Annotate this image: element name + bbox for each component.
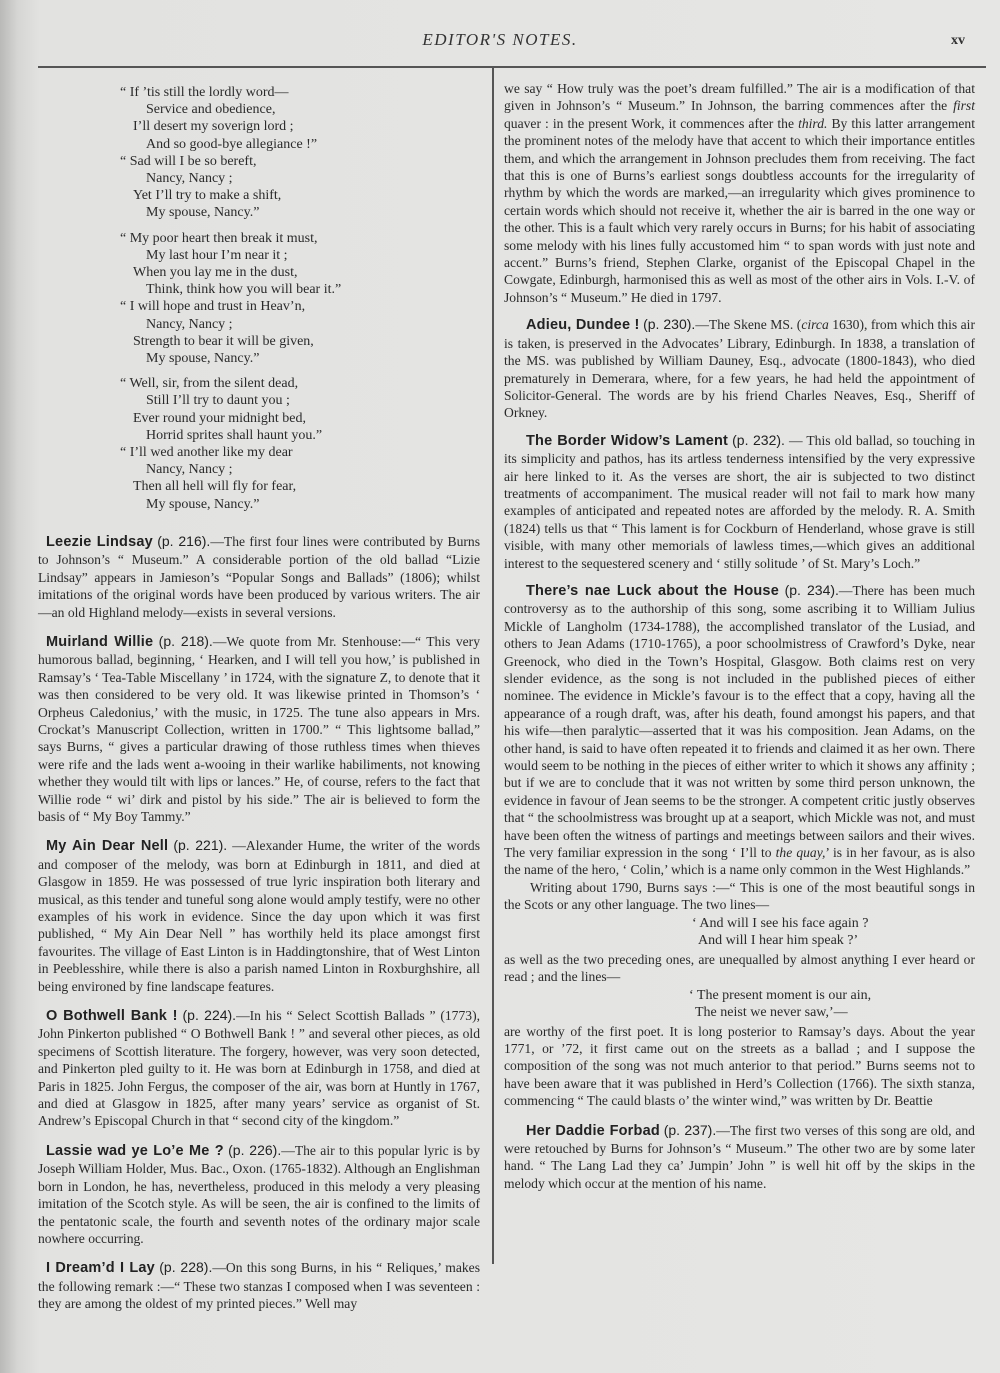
- note-page-ref: (p. 232).: [732, 431, 785, 448]
- poem-line: “ If ’tis still the lordly word—: [120, 85, 289, 100]
- emphasis: first: [953, 98, 975, 114]
- note-body: ’ is in her favour, as is also the name of the hero, ‘ Colin,’ which is a name only common in the West Highlands.”: [504, 845, 975, 878]
- poem-line: Nancy, Nancy ;: [146, 171, 233, 187]
- note-page-ref: (p. 224).: [182, 1007, 237, 1024]
- note-o-bothwell-bank: [38, 1007, 480, 1130]
- poem-line: When you lay me in the dust,: [133, 265, 298, 281]
- poem-line: Ever round your midnight bed,: [133, 410, 307, 426]
- note-body: —There has been much controversy as to the authorship of this song, some ascribing it to William Julius Mickle of Langholm (1734-1788), the accomplished translator of the Lusiad, and others to Jean Adams (1710-1765), a poor schoolmistress of Crawford’s Dyke, near Greenock, who died in the Town’s Hospital, Glasgow. Both claims rest on very slender evidence, as the song is not included in the published pieces of either nominee. The evidence in Mickle’s favour is to the effect that a copy, having all the appearance of a rough draft, was, after his death, found amongst his papers, and that his wife—then paralytic—asserted that it was his composition. Jean Adams, on the other hand, is said to have often repeated it to friends and claimed it as her own. There would seem to be nothing in the pieces of either writer to which it shows any affinity ; but if we are to conclude that it was not written by some third person unknown, the evidence in favour of Jean seems to be the stronger. A competent critic justly observes that “ the schoolmistress was brought up at a seaport, which Mickle was not, and must have been often the witness of partings and meetings between sailors and their wives. The very familiar expression in the song ‘ I’ll to: [504, 582, 975, 861]
- note-i-dreamd-i-lay: [38, 1259, 480, 1312]
- note-title: O Bothwell Bank !: [46, 1008, 178, 1025]
- poem-line: My spouse, Nancy.”: [146, 496, 260, 512]
- note-page-ref: (p. 234).: [784, 581, 839, 598]
- emphasis: circa: [801, 317, 829, 333]
- note-title: The Border Widow’s Lament: [526, 432, 729, 449]
- note-body: —On this song Burns, in his “ Reliques,’ makes the following remark :—“ These two stanzas I composed when I was seventeen : they are among the oldest of my printed pieces.” Well may: [38, 1260, 481, 1312]
- note-body: —The air to this popular lyric is by Joseph William Holder, Mus. Bac., Oxon. (1765-1832). Although an Englishman born in London, he has, nevertheless, produced in this melody a very pleasing imitation of the Scotch style. As will be seen, the air is confined to the limits of the pentatonic scale, the fourth and seventh notes of the ordinary major scale nowhere occurring.: [38, 1142, 481, 1246]
- quote-line: ‘ The present moment is our ain,: [689, 987, 872, 1003]
- poem-line: “ Sad will I be so bereft,: [120, 153, 257, 169]
- note-title: My Ain Dear Nell: [46, 838, 169, 855]
- poem-line: Nancy, Nancy ;: [146, 462, 233, 478]
- note-title: Adieu, Dundee !: [526, 317, 640, 334]
- left-column: [38, 84, 480, 1313]
- block-quote: [689, 987, 975, 1021]
- note-body: — This old ballad, so touching in its simplicity and pathos, has its artless tenderness intensified by the very expressive air here linked to it. As the verses are short, the air is subjected to two distinct treatments of accompaniment. The musical reader will not fail to mark how many examples of anticipated and repeated notes are afforded by the melody. R. A. Smith (1824) tells us that “ This lament is for Cockburn of Henderland, whose grave is still visible, with many other memorials of lawless times,—which gives an additional interest to the sequestered scenery and ‘ stilly solitude ’ of St. Mary’s Loch.”: [504, 432, 975, 571]
- note-border-widows-lament: [504, 432, 975, 572]
- note-my-ain-dear-nell: [38, 837, 480, 995]
- poem-stanza: [120, 84, 480, 222]
- poem-line: Think, think how you will bear it.”: [146, 282, 342, 298]
- note-her-daddie-forbad: [504, 1122, 975, 1193]
- page-number: xv: [951, 33, 965, 48]
- poem-stanza: [120, 230, 480, 368]
- note-body: —In his “ Select Scottish Ballads ” (1773), John Pinkerton published “ O Bothwell Bank ! ” and several other pieces, as old specimens of Scottish literature. The forgery, however, was very soon detected, and Pinkerton pled guilty to it. He was born at Edinburgh in 1758, and died at Paris in 1825. John Fergus, the composer of the air, was born at Huntly in 1767, and died at Glasgow in 1825, after many years’ service as organist of St. Andrew’s Episcopal Church in that “ second city of the kingdom.”: [38, 1008, 480, 1129]
- poem-line: Nancy, Nancy ;: [146, 316, 233, 332]
- note-title: Muirland Willie: [46, 633, 154, 650]
- note-page-ref: (p. 216).: [157, 532, 211, 549]
- note-continuation: [504, 80, 975, 306]
- note-leezie-lindsay: [38, 533, 480, 621]
- note-body: quaver : in the present Work, it commences after the: [504, 115, 799, 131]
- poem-line: Strength to bear it will be given,: [133, 333, 314, 349]
- poem-line: And so good-bye allegiance !”: [146, 136, 318, 152]
- note-body: we say “ How truly was the poet’s dream fulfilled.” The air is a modification of that given in Johnson’s “ Museum.” In Johnson, the barring commences after the: [504, 81, 975, 114]
- note-adieu-dundee: [504, 316, 975, 421]
- note-paragraph: Writing about 1790, Burns says :—“ This is one of the most beautiful songs in the Scots or any other language. The two lines—: [504, 879, 975, 913]
- column-divider: [492, 67, 494, 1264]
- emphasis: third.: [798, 115, 828, 131]
- poem-line: “ I’ll wed another like my dear: [120, 445, 293, 461]
- poem-line: My last hour I’m near it ;: [146, 247, 288, 263]
- note-paragraph: are worthy of the first poet. It is long posterior to Ramsay’s days. About the year 1771, or ’72, it first came out on the streets as a ballad ; and I suppose the composition of the song was not much anterior to that period.” Burns seems not to have been aware that it was published in Herd’s Collection (1766). The sixth stanza, commencing “ The cauld blasts o’ the winter wind,” was written by Dr. Beattie: [504, 1023, 975, 1109]
- note-title: There’s nae Luck about the House: [526, 582, 779, 599]
- note-muirland-willie: [38, 633, 480, 825]
- note-page-ref: (p. 237).: [663, 1121, 717, 1138]
- note-title: Lassie wad ye Lo’e Me ?: [46, 1142, 224, 1159]
- poem-line: “ Well, sir, from the silent dead,: [120, 376, 299, 392]
- note-paragraph: as well as the two preceding ones, are unequalled by almost anything I ever heard or read ; and the lines—: [504, 951, 975, 985]
- poem-line: “ My poor heart then break it must,: [120, 230, 318, 246]
- poem-line: Service and obedience,: [146, 102, 276, 118]
- note-page-ref: (p. 226).: [228, 1141, 282, 1158]
- note-title: Her Daddie Forbad: [526, 1122, 660, 1139]
- note-body: —The first two verses of this song are old, and were retouched by Burns for Johnson’s “ Museum.” The other two are by some later hand. “ The Lang Lad they ca’ Jumpin’ John ” is well hit off by the skips in the melody which occur at the mention of his name.: [504, 1122, 975, 1191]
- header-rule: [38, 66, 986, 68]
- note-page-ref: (p. 228).: [159, 1259, 213, 1276]
- quote-line: And will I hear him speak ?’: [698, 932, 859, 948]
- poem-line: Still I’ll try to daunt you ;: [146, 393, 290, 409]
- poem-line: “ I will hope and trust in Heav’n,: [120, 299, 306, 315]
- running-title: EDITOR'S NOTES.: [422, 30, 578, 49]
- note-title: Leezie Lindsay: [46, 533, 153, 550]
- poem: [120, 84, 480, 513]
- note-page-ref: (p. 230).: [643, 316, 696, 333]
- note-body: By this latter arrangement the prominent notes of the melody have that accent to which their importance entitles them, and which the arrangement in Johnson precludes them from receiving. The fact that this is one of Burns’s earliest songs doubtless accounts for the irregularity of rhythm by which the words are marked,—an irregularity which gives prominence to certain words which should not receive it, whether the air is barred in the one way or the other. This is a fault which very rarely occurs in Burns; for his habit of associating some melody with his lines fully accustomed him “ to span words with just note and accent.” Burns’s friend, Stephen Clarke, organist of the Episcopal Chapel in the Cowgate, Edinburgh, harmonised this as well as most of the other airs in Vols. I.-V. of Johnson’s “ Museum.” He died in 1797.: [504, 115, 976, 305]
- block-quote: [692, 915, 975, 949]
- note-lassie-wad-ye-loe-me: [38, 1142, 480, 1247]
- note-body: —The first four lines were contributed by Burns to Johnson’s “ Museum.” A considerable portion of the old ballad “Lizie Lindsay” appears in Jamieson’s “Popular Songs and Ballads” (1806); whilst imitations of the original words have been produced by various writers. The air—an old Highland melody—exists in several versions.: [38, 533, 480, 620]
- poem-line: My spouse, Nancy.”: [146, 351, 260, 367]
- quote-line: ‘ And will I see his face again ?: [692, 915, 869, 931]
- note-body: —Alexander Hume, the writer of the words and composer of the melody, was born at Edinburgh in 1811, and died at Glasgow in 1859. He was possessed of true lyric inspiration both literary and musical, as this tender and tuneful song alone would amply testify, were no other examples of his work in evidence. Since the day upon which it was first published, “ My Ain Dear Nell ” has worthily held its place amongst first favourites. The village of East Linton is in Haddingtonshire, that of West Linton in Peeblesshire, while there is also a parish named Linton in Roxburghshire, all being environed by fine landscape features.: [38, 838, 480, 994]
- poem-line: I’ll desert my soverign lord ;: [133, 119, 294, 135]
- poem-stanza: [120, 375, 480, 513]
- note-theres-nae-luck: [504, 582, 975, 879]
- right-column: [504, 80, 975, 1192]
- poem-line: My spouse, Nancy.”: [146, 205, 260, 221]
- poem-line: Then all hell will fly for fear,: [133, 479, 297, 495]
- note-body: 1630), from which this air is taken, is preserved in the Advocates’ Library, Edinburgh. In 1838, a translation of the MS. was published by William Dauney, Esq., advocate (1800-1843), who died prematurely in Demerara, where, for a few years, he had held the appointment of Solicitor-General. The words are by his friend Charles Neaves, Esq., Sheriff of Orkney.: [504, 317, 975, 421]
- note-page-ref: (p. 221).: [173, 837, 228, 854]
- emphasis: the quay,: [775, 845, 826, 861]
- poem-line: Horrid sprites shall haunt you.”: [146, 427, 323, 443]
- note-body: —The Skene MS. (: [695, 317, 802, 333]
- poem-line: Yet I’ll try to make a shift,: [133, 188, 282, 204]
- note-title: I Dream’d I Lay: [46, 1260, 155, 1277]
- note-page-ref: (p. 218).: [158, 632, 213, 649]
- quote-line: The neist we never saw,’—: [695, 1004, 848, 1020]
- note-body: —We quote from Mr. Stenhouse:—“ This very humorous ballad, beginning, ‘ Hearken, and I will tell you how,’ is published in Ramsay’s ‘ Tea-Table Miscellany ’ in 1724, with the signature Z, to denote that it was then considered to be very old. It was likewise printed in Thomson’s ‘ Orpheus Caledonius,’ with the music, in 1725. The tune also appears in Mrs. Crockat’s Manuscript Collection, written in 1700.” “ This lightsome ballad,” says Burns, “ gives a particular drawing of those ruthless times when thieves were rife and the lads went a-wooing in their warlike habiliments, not knowing whether they would tilt with lips or lances.” He, of course, refers to the fact that Willie rode “ wi’ dirk and pistol by his side.” The air is believed to form the basis of “ My Boy Tammy.”: [38, 633, 481, 824]
